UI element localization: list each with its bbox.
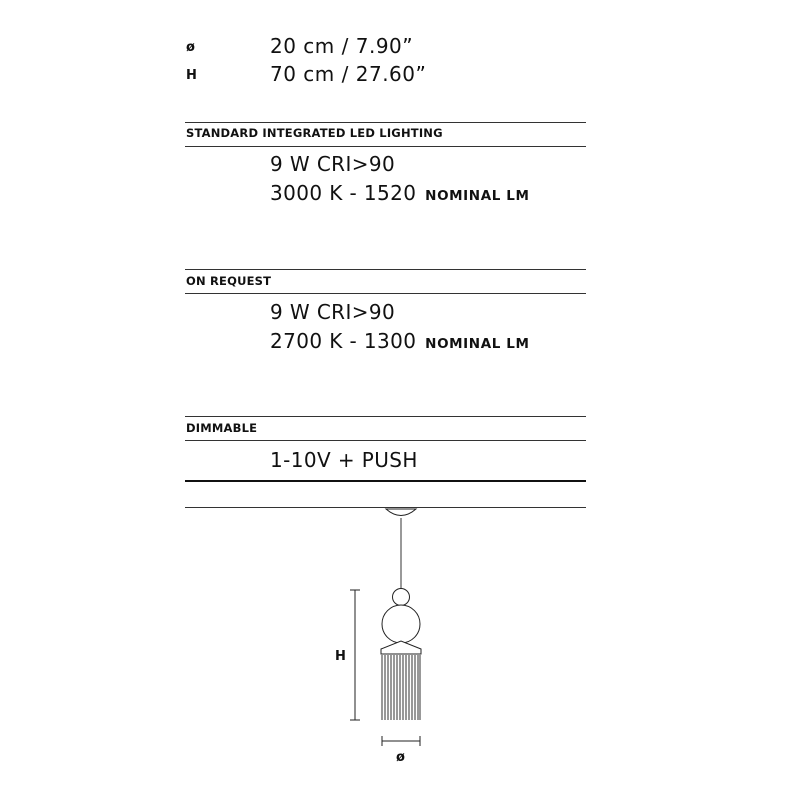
height-key: H — [186, 68, 197, 83]
on-request-lumen-unit: NOMINAL LM — [425, 336, 530, 352]
tassel-cap-shape — [381, 641, 421, 654]
diameter-key: ø — [186, 40, 195, 55]
height-value: 70 cm / 27.60” — [270, 62, 427, 86]
small-sphere-shape — [393, 589, 410, 606]
diameter-dimension-line — [382, 736, 420, 746]
standard-lumen-unit: NOMINAL LM — [425, 188, 530, 204]
large-sphere-shape — [382, 605, 420, 643]
standard-power-line: 9 W CRI>90 — [270, 152, 396, 176]
canopy-icon — [386, 509, 416, 516]
dimmable-section-title: DIMMABLE — [186, 421, 258, 435]
on-request-section-title: ON REQUEST — [186, 274, 272, 288]
dimmable-control-line: 1-10V + PUSH — [270, 448, 418, 472]
height-dimension-line — [350, 590, 360, 720]
diameter-dimension-label: ø — [396, 750, 405, 765]
on-request-power-line: 9 W CRI>90 — [270, 300, 396, 324]
tassel-strands — [382, 655, 420, 720]
height-dimension-label: H — [335, 649, 346, 664]
standard-section-title: STANDARD INTEGRATED LED LIGHTING — [186, 126, 443, 140]
standard-lumen-value: 3000 K - 1520 — [270, 181, 417, 205]
diameter-value: 20 cm / 7.90” — [270, 34, 414, 58]
on-request-lumen-value: 2700 K - 1300 — [270, 329, 417, 353]
